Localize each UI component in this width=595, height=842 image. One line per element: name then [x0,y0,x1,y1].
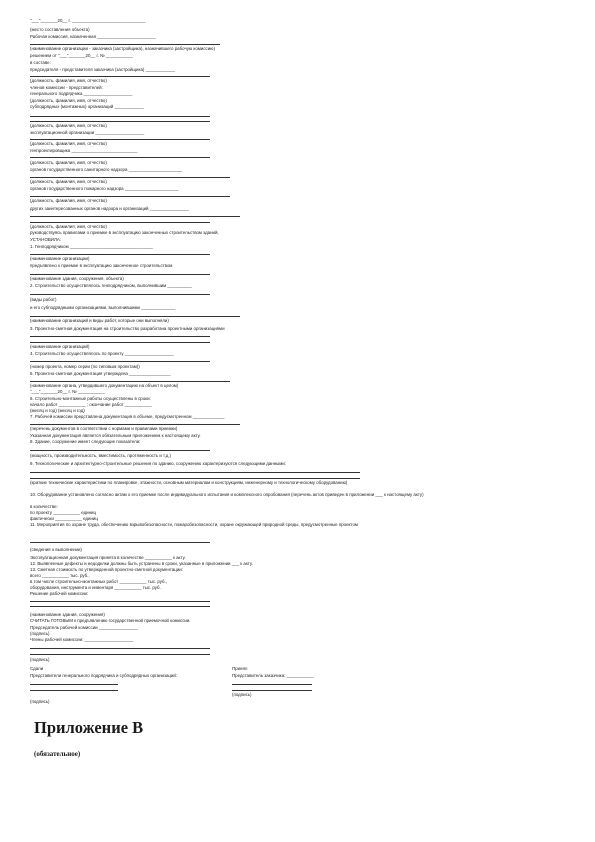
text-line: (должность, фамилия, имя, отчество) [30,98,107,103]
blank-line [30,274,210,275]
text-line: начало работ ___________ ; окончание работ ___________ [30,402,152,407]
text-line: (наименование здания, сооружения) [30,612,105,617]
text-line: 13. Сметная стоимость по утвержденной проектно-сметной документации: [30,567,183,572]
text-line: предъявлено к приемке в эксплуатацию законченное строительством [30,263,173,268]
text-line: (подпись) [30,657,50,662]
text-line: УСТАНОВИЛА: [30,237,61,242]
blank-line [30,116,210,117]
text-line: (виды работ) [30,297,57,302]
text-line: Решение рабочей комиссии: [30,591,89,596]
text-line: Указанная документация является обязательным приложением к настоящему акту. [30,433,201,438]
text-line: в том числе строительно-монтажных работ ___________ тыс. руб., [30,579,168,584]
blank-line [30,44,220,45]
text-line: (должность, фамилия, имя, отчество) [30,160,107,165]
text-line: 1. Генподрядчиком __________________________________ [30,244,153,249]
text-line: 3. Проектно-сметная документация на строительство разработана проектными организациями [30,326,225,331]
text-line: субподрядных (монтажных) организаций ____________ [30,104,144,109]
text-line: Принял [232,666,248,671]
text-line: фактически ___________ единиц [30,516,98,521]
text-line: всего ___________ тыс. руб., [30,573,90,578]
text-line: и его субподрядными организациями, выполнившими ______________ [30,305,176,310]
blank-line [30,316,240,317]
text-line: руководствуясь правилами о приемке в эксплуатацию законченных строительством зданий, [30,230,219,235]
blank-line [30,76,210,77]
text-line: решением от "___"_______20__ г. № ___________ [30,53,133,58]
blank-line [30,361,210,362]
text-line: (наименование органа, утвердившего документацию на объект в целом) [30,383,179,388]
text-line: "___"_______20__ г. № ___________ [30,389,105,394]
text-line: (краткие технические характеристики по планировке, этажности, основным материалам и конструкциям, инженерному и технологическому оборудованию) [30,480,348,485]
text-line: оборудования, инструмента и инвентаря ___________ тыс. руб. [30,585,161,590]
text-line: (наименование организаций) [30,344,90,349]
text-line: 12. Выявленные дефекты и недоделки должны быть устранены в сроки, указанные в приложении ___ к акту. [30,561,253,566]
text-line: (наименование организаций и виды работ, которые они выполняли) [30,318,169,323]
text-line: (месяц и год) (месяц и год) [30,408,85,413]
blank-line [30,542,210,543]
blank-line [30,478,360,479]
text-line: (должность, фамилия, имя, отчество) [30,123,107,128]
appendix-subtitle: (обязательное) [34,750,81,758]
text-line: 9. Технологические и архитектурно-строительные решения по зданию, сооружению характеризуются следующими данными: [30,461,286,466]
text-line: "___"_______20__ г. ______________________________ [30,18,146,23]
text-line: (подпись) [30,699,50,704]
text-line: (должность, фамилия, имя, отчество) [30,179,107,184]
blank-line [30,606,210,607]
text-line: (место составления объекта) [30,27,90,32]
blank-line [30,216,240,217]
text-line: в составе: [30,60,51,65]
blank-line [232,690,312,691]
text-line: 8. Здание, сооружение имеет следующие показатели: [30,439,141,444]
blank-line [30,121,210,122]
text-line: (подпись) [232,692,252,697]
blank-line [30,222,210,223]
text-line: Сдали [30,666,44,671]
text-line: Члены рабочей комиссии: ____________________ [30,637,134,642]
text-line: эксплуатационной организации ____________________ [30,130,145,135]
text-line: (должность, фамилия, имя, отчество) [30,198,107,203]
text-line: (подпись) [30,631,50,636]
text-line: Представитель заказчика: ___________ [232,673,314,678]
text-line: (наименование организации) [30,256,90,261]
blank-line [30,684,118,685]
text-line: органов государственного санитарного надзора ______________________ [30,167,183,172]
blank-line [30,342,210,343]
text-line: Эксплуатационная документация принята в количестве ___________ к акту. [30,555,186,560]
blank-line [30,450,210,451]
text-line: членов комиссии - представителей: [30,85,103,90]
text-line: Представители генерального подрядчика и субподрядных организаций: [30,673,178,678]
text-line: 5. Проектно-сметная документация утверждена _________________ [30,371,171,376]
appendix-title: Приложение В [34,718,144,737]
blank-line [30,424,240,425]
text-line: (номер проекта, номер серии (по типовым проектам)) [30,364,140,369]
blank-line [30,139,210,140]
text-line: (должность, фамилия, имя, отчество) [30,78,107,83]
blank-line [30,472,360,473]
text-line: председателя - представителя заказчика (застройщика) ____________ [30,67,175,72]
text-line: (мощность, производительность, вместимость, протяженность и т.д.) [30,453,172,458]
text-line: (должность, фамилия, имя, отчество) [30,224,107,229]
text-line: 6. Строительно-монтажные работы осуществлены в сроки: [30,396,151,401]
blank-line [30,381,230,382]
blank-line [232,684,312,685]
text-line: (сведения о выполнении) [30,547,82,552]
blank-line [30,177,230,178]
text-line: 11. Мероприятия по охране труда, обеспечению взрывобезопасности, пожаробезопасности, охране окружающей природной среды, предусмотренные проектом [30,522,358,527]
blank-line [30,336,210,337]
text-line: (должность, фамилия, имя, отчество) [30,141,107,146]
text-line: Председатель рабочей комиссии ________________ [30,625,138,630]
text-line: (перечень документов в соответствии с нормами и правилами приемки) [30,426,178,431]
blank-line [30,654,210,655]
text-line: СЧИТАТЬ ГОТОВЫМ к предъявлению государственной приемочной комиссии. [30,618,191,623]
blank-line [30,648,210,649]
blank-line [30,690,118,691]
text-line: по проекту ___________ единиц [30,510,97,515]
text-line: других заинтересованных органов надзора и организаций ________________ [30,206,189,211]
text-line: в количестве: [30,504,58,509]
text-line: Рабочая комиссия, назначенная ________________________ [30,34,156,39]
blank-line [30,157,210,158]
text-line: генпроектировщика ___________________________ [30,148,138,153]
text-line: генерального подрядчика ____________________ [30,91,133,96]
blank-line [30,294,210,295]
text-line: 4. Строительство осуществлялось по проекту ____________________ [30,351,174,356]
blank-line [30,254,210,255]
blank-line [30,196,230,197]
text-line: 10. Оборудование установлено согласно актам о его приемке после индивидуального испытания и комплексного опробования (перечень актов приведен в приложении ___ к настоящему акту) [30,492,424,497]
text-line: (наименование организации - заказчика (застройщика), назначившего рабочую комиссию) [30,46,215,51]
text-line: (наименование здания, сооружения, объекта) [30,276,124,281]
text-line: 2. Строительство осуществлялось генподрядчиком, выполнившим __________ [30,283,192,288]
text-line: 7. Рабочей комиссии представлена документация в объеме, предусмотренном _____________ [30,414,225,419]
blank-line [30,601,210,602]
text-line: органов государственного пожарного надзора ______________________ [30,186,179,191]
